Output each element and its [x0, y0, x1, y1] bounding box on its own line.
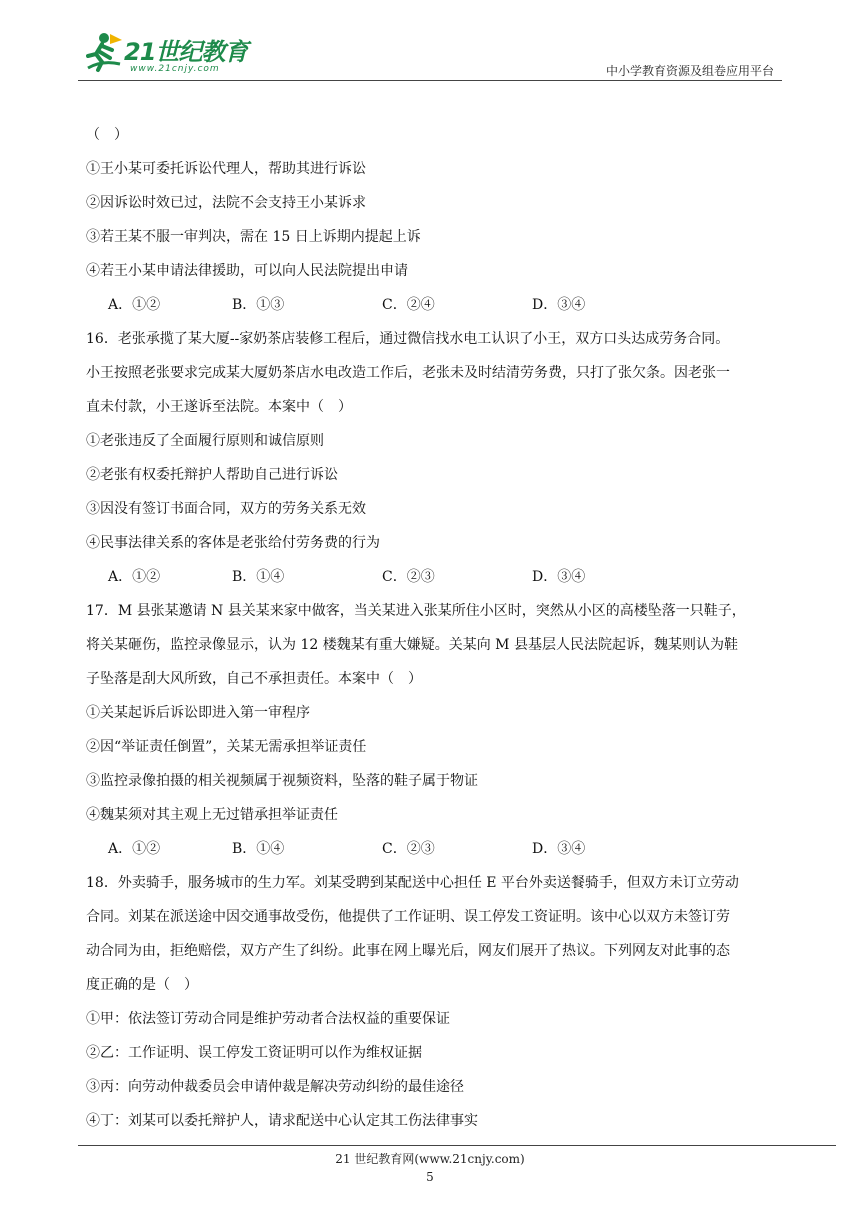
q16-choice-d: D．③④	[532, 569, 586, 585]
q16-option-1: ①老张违反了全面履行原则和诚信原则	[86, 433, 324, 449]
q15-choices	[86, 288, 780, 322]
q18-option-1: ①甲：依法签订劳动合同是维护劳动者合法权益的重要保证	[86, 1011, 450, 1027]
q16-choices	[86, 560, 780, 594]
q17-option-1: ①关某起诉后诉讼即进入第一审程序	[86, 705, 310, 721]
q17-choice-b: B．①④	[232, 841, 285, 857]
q15-option-2: ②因诉讼时效已过，法院不会支持王小某诉求	[86, 195, 366, 211]
site-logo	[80, 30, 260, 80]
header-divider	[78, 80, 782, 81]
page-number: 5	[426, 1170, 434, 1184]
logo-url: www.21cnjy.com	[130, 64, 220, 74]
q16-option-2: ②老张有权委托辩护人帮助自己进行诉讼	[86, 467, 338, 483]
footer-site-text: 21 世纪教育网(www.21cnjy.com)	[335, 1152, 525, 1166]
q16-option-3: ③因没有签订书面合同，双方的劳务关系无效	[86, 501, 366, 517]
question-content	[86, 118, 780, 1138]
runner-logo-icon	[80, 30, 126, 76]
q16-choice-b: B．①④	[232, 569, 285, 585]
q18-stem-2: 合同。刘某在派送途中因交通事故受伤，他提供了工作证明、误工停发工资证明。该中心以双方未签订劳	[86, 909, 730, 925]
q17-choice-a: A．①②	[108, 841, 161, 857]
q16-stem-1: 16．老张承揽了某大厦--家奶茶店装修工程后，通过微信找水电工认识了小王，双方口头达成劳务合同。	[86, 331, 730, 347]
q17-stem-1: 17．M 县张某邀请 N 县关某来家中做客，当关某进入张某所住小区时，突然从小区的高楼坠落一只鞋子，	[86, 603, 746, 619]
q17-option-3: ③监控录像拍摄的相关视频属于视频资料，坠落的鞋子属于物证	[86, 773, 478, 789]
q18-option-3: ③丙：向劳动仲裁委员会申请仲裁是解决劳动纠纷的最佳途径	[86, 1079, 464, 1095]
q15-choice-d: D．③④	[532, 297, 586, 313]
header-platform-text: 中小学教育资源及组卷应用平台	[605, 64, 774, 78]
q17-choice-d: D．③④	[532, 841, 586, 857]
q17-option-4: ④魏某须对其主观上无过错承担举证责任	[86, 807, 338, 823]
q17-stem-2: 将关某砸伤，监控录像显示，认为 12 楼魏某有重大嫌疑。关某向 M 县基层人民法院起诉，魏某则认为鞋	[86, 637, 738, 653]
q15-option-4: ④若王小某申请法律援助，可以向人民法院提出申请	[86, 263, 408, 279]
q18-stem-1: 18．外卖骑手，服务城市的生力军。刘某受聘到某配送中心担任 E 平台外卖送餐骑手，但双方未订立劳动	[86, 875, 739, 891]
q16-stem-3: 直未付款，小王遂诉至法院。本案中（ ）	[86, 399, 352, 415]
footer-divider	[78, 1145, 836, 1146]
q16-stem-2: 小王按照老张要求完成某大厦奶茶店水电改造工作后，老张未及时结清劳务费，只打了张欠条。因老张一	[86, 365, 730, 381]
q15-option-1: ①王小某可委托诉讼代理人，帮助其进行诉讼	[86, 161, 366, 177]
q15-choice-a: A．①②	[108, 297, 161, 313]
page-header	[0, 0, 860, 90]
q15-stem-end: （ ）	[86, 127, 128, 143]
q17-choices	[86, 832, 780, 866]
q18-option-2: ②乙：工作证明、误工停发工资证明可以作为维权证据	[86, 1045, 422, 1061]
q15-option-3: ③若王某不服一审判决，需在 15 日上诉期内提起上诉	[86, 229, 421, 245]
q15-choice-c: C．②④	[382, 297, 435, 313]
q16-option-4: ④民事法律关系的客体是老张给付劳务费的行为	[86, 535, 380, 551]
q17-option-2: ②因“举证责任倒置”，关某无需承担举证责任	[86, 739, 367, 755]
q16-choice-a: A．①②	[108, 569, 161, 585]
q18-stem-4: 度正确的是（ ）	[86, 977, 198, 993]
q15-choice-b: B．①③	[232, 297, 285, 313]
q18-stem-3: 动合同为由，拒绝赔偿，双方产生了纠纷。此事在网上曝光后，网友们展开了热议。下列网友对此事的态	[86, 943, 730, 959]
q17-choice-c: C．②③	[382, 841, 435, 857]
logo-text: 21世纪教育	[124, 38, 248, 66]
q16-choice-c: C．②③	[382, 569, 435, 585]
q17-stem-3: 子坠落是刮大风所致，自己不承担责任。本案中（ ）	[86, 671, 422, 687]
q18-option-4: ④丁：刘某可以委托辩护人，请求配送中心认定其工伤法律事实	[86, 1113, 478, 1129]
